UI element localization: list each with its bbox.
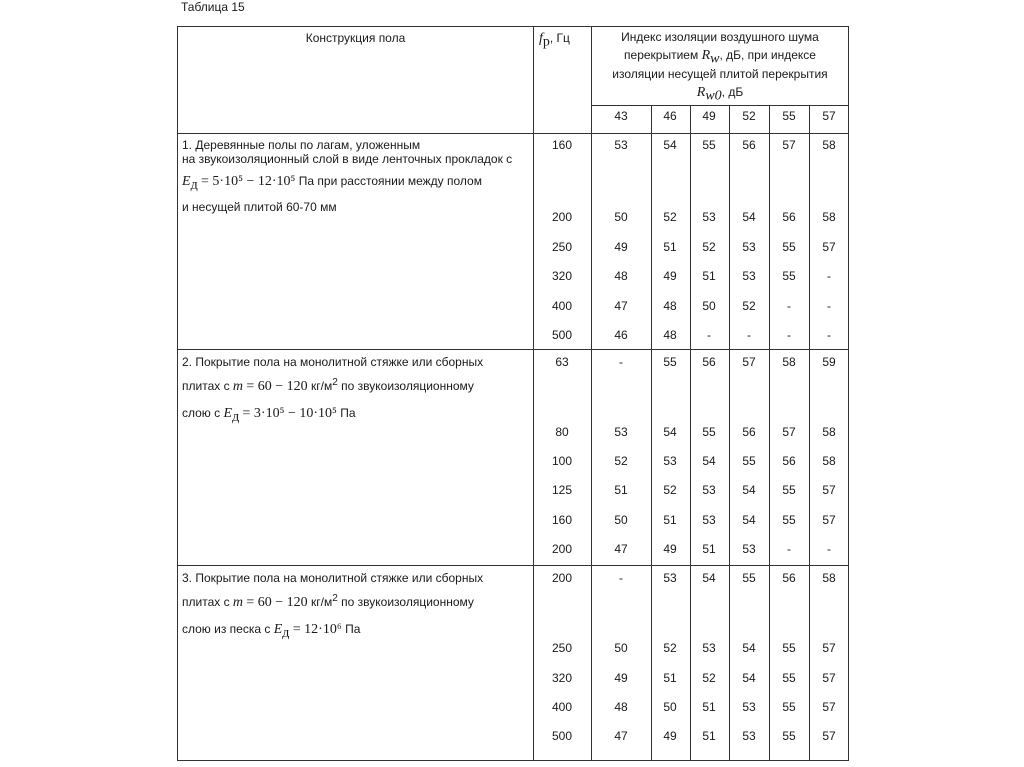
value-cell: 58 xyxy=(822,571,836,585)
value-cell: 53 xyxy=(742,729,756,743)
value-cell: - xyxy=(827,328,831,342)
base-index-header: 46 xyxy=(663,109,677,123)
value-cell: 57 xyxy=(822,700,836,714)
header-index-line3: изоляции несущей плитой перекрытия xyxy=(612,67,828,81)
value-cell: 57 xyxy=(742,355,756,369)
value-cell: 47 xyxy=(614,299,628,313)
value-cell: 54 xyxy=(742,641,756,655)
value-cell: 54 xyxy=(663,425,677,439)
value-cell: 52 xyxy=(702,671,716,685)
value-cell: 52 xyxy=(742,299,756,313)
formula: = 60 − 120 xyxy=(246,595,308,610)
formula: = 60 − 120 xyxy=(246,379,308,394)
value-cell: 57 xyxy=(782,138,796,152)
frequency-cell: 160 xyxy=(551,138,573,152)
value-cell: 53 xyxy=(663,454,677,468)
section1-line1: 1. Деревянные полы по лагам, уложенным xyxy=(182,138,421,152)
col-divider xyxy=(533,27,534,760)
frequency-cell: 400 xyxy=(551,299,573,313)
frequency-cell: 250 xyxy=(551,641,573,655)
value-cell: 55 xyxy=(782,483,796,497)
value-cell: 48 xyxy=(614,269,628,283)
frequency-cell: 500 xyxy=(551,328,573,342)
frequency-cell: 320 xyxy=(551,269,573,283)
value-cell: 51 xyxy=(702,269,716,283)
value-cell: 58 xyxy=(782,355,796,369)
frequency-cell: 160 xyxy=(551,513,573,527)
e-subscript: д xyxy=(232,409,240,425)
value-cell: 50 xyxy=(614,513,628,527)
value-cell: 55 xyxy=(782,269,796,283)
section2-line3 xyxy=(182,406,356,425)
m-symbol: m xyxy=(232,595,244,610)
header-text: , дБ xyxy=(721,85,744,99)
value-cell: - xyxy=(827,542,831,556)
value-cell: 53 xyxy=(702,513,716,527)
value-cell: 49 xyxy=(614,240,628,254)
value-cell: 51 xyxy=(663,240,677,254)
frequency-cell: 100 xyxy=(551,454,573,468)
value-cell: 47 xyxy=(614,542,628,556)
value-cell: 52 xyxy=(663,641,677,655)
e-subscript: д xyxy=(282,625,290,641)
section3-line1: 3. Покрытие пола на монолитной стяжке или сборных xyxy=(182,571,484,585)
m-symbol: m xyxy=(232,379,244,394)
section1-line4: и несущей плитой 60-70 мм xyxy=(182,200,337,214)
freq-subscript: р xyxy=(542,34,550,50)
value-cell: 52 xyxy=(702,240,716,254)
formula: = 12·10⁶ xyxy=(292,622,342,637)
value-cell: 53 xyxy=(742,240,756,254)
value-cell: 51 xyxy=(663,513,677,527)
frequency-cell: 125 xyxy=(551,483,573,497)
value-cell: 58 xyxy=(822,138,836,152)
desc-text: Па при расстоянии между полом xyxy=(298,174,482,188)
value-cell: - xyxy=(619,571,623,585)
value-cell: 56 xyxy=(702,355,716,369)
desc-text: по звукоизоляционному xyxy=(341,595,474,609)
value-cell: 53 xyxy=(702,210,716,224)
value-cell: 55 xyxy=(742,571,756,585)
section3-line3 xyxy=(182,622,361,641)
e-symbol: E xyxy=(182,174,191,189)
col-divider xyxy=(591,27,592,760)
row-divider xyxy=(178,349,848,350)
frequency-cell: 200 xyxy=(551,571,573,585)
table-caption: Таблица 15 xyxy=(181,0,245,14)
value-cell: 53 xyxy=(614,425,628,439)
value-cell: 56 xyxy=(742,425,756,439)
frequency-cell: 200 xyxy=(551,210,573,224)
value-cell: 49 xyxy=(663,729,677,743)
frequency-cell: 63 xyxy=(555,355,569,369)
value-cell: 53 xyxy=(702,641,716,655)
freq-unit: , Гц xyxy=(549,31,570,45)
header-index-line2 xyxy=(591,48,849,67)
value-cell: - xyxy=(787,299,791,313)
value-cell: 56 xyxy=(782,571,796,585)
frequency-cell: 400 xyxy=(551,700,573,714)
value-cell: 53 xyxy=(614,138,628,152)
value-cell: 54 xyxy=(702,454,716,468)
value-cell: 57 xyxy=(822,513,836,527)
value-cell: 53 xyxy=(742,269,756,283)
value-cell: 57 xyxy=(822,729,836,743)
desc-text: плитах с xyxy=(182,595,230,609)
value-cell: 50 xyxy=(702,299,716,313)
value-cell: 54 xyxy=(742,210,756,224)
value-cell: 54 xyxy=(742,671,756,685)
unit: Па xyxy=(345,622,361,636)
value-cell: 59 xyxy=(822,355,836,369)
rw-subscript: w xyxy=(710,51,720,67)
value-cell: - xyxy=(787,328,791,342)
value-cell: - xyxy=(787,542,791,556)
formula: = 3·10⁵ − 10·10⁵ xyxy=(242,406,337,421)
value-cell: 55 xyxy=(782,513,796,527)
value-cell: 48 xyxy=(663,299,677,313)
value-cell: 57 xyxy=(822,240,836,254)
unit: кг/м xyxy=(311,595,333,609)
e-symbol: E xyxy=(273,622,283,637)
value-cell: - xyxy=(827,269,831,283)
value-cell: 55 xyxy=(782,700,796,714)
unit: кг/м xyxy=(311,379,333,393)
freq-symbol: f xyxy=(539,31,543,46)
section3-line2 xyxy=(182,595,474,610)
frequency-cell: 320 xyxy=(551,671,573,685)
value-cell: - xyxy=(707,328,711,342)
value-cell: 56 xyxy=(782,454,796,468)
value-cell: 49 xyxy=(614,671,628,685)
value-cell: 50 xyxy=(614,210,628,224)
row-divider xyxy=(178,565,848,566)
frequency-cell: 80 xyxy=(555,425,569,439)
unit: Па xyxy=(340,406,356,420)
unit-power: 2 xyxy=(332,593,338,604)
rw0-subscript: w0 xyxy=(705,88,722,104)
value-cell: 51 xyxy=(614,483,628,497)
desc-text: слою из песка с xyxy=(182,622,271,636)
value-cell: 57 xyxy=(782,425,796,439)
value-cell: 48 xyxy=(663,328,677,342)
value-cell: 51 xyxy=(702,700,716,714)
frequency-cell: 500 xyxy=(551,729,573,743)
desc-text: плитах с xyxy=(182,379,230,393)
unit-power: 2 xyxy=(332,377,338,388)
value-cell: 51 xyxy=(663,671,677,685)
desc-text: по звукоизоляционному xyxy=(341,379,474,393)
value-cell: 57 xyxy=(822,483,836,497)
header-frequency xyxy=(539,31,570,50)
formula: = 5·10⁵ − 12·10⁵ xyxy=(201,174,296,189)
value-cell: 50 xyxy=(614,641,628,655)
value-cell: 52 xyxy=(663,483,677,497)
value-cell: 49 xyxy=(663,542,677,556)
value-cell: 55 xyxy=(702,138,716,152)
section2-line1: 2. Покрытие пола на монолитной стяжке или сборных xyxy=(182,355,484,369)
value-cell: 55 xyxy=(782,641,796,655)
base-index-header: 49 xyxy=(702,109,716,123)
frequency-cell: 250 xyxy=(551,240,573,254)
value-cell: 52 xyxy=(614,454,628,468)
value-cell: 51 xyxy=(702,542,716,556)
value-cell: - xyxy=(747,328,751,342)
value-cell: 58 xyxy=(822,210,836,224)
value-cell: 46 xyxy=(614,328,628,342)
base-index-header: 52 xyxy=(742,109,756,123)
section1-line3 xyxy=(182,174,482,193)
row-divider xyxy=(178,133,848,134)
value-cell: 55 xyxy=(782,671,796,685)
value-cell: 49 xyxy=(663,269,677,283)
value-cell: 54 xyxy=(742,483,756,497)
header-index-line1: Индекс изоляции воздушного шума xyxy=(621,30,819,44)
value-cell: 53 xyxy=(742,700,756,714)
value-cell: 54 xyxy=(663,138,677,152)
value-cell: 54 xyxy=(742,513,756,527)
frequency-cell: 200 xyxy=(551,542,573,556)
value-cell: - xyxy=(619,355,623,369)
insulation-table xyxy=(177,26,849,761)
base-index-header: 57 xyxy=(822,109,836,123)
e-symbol: E xyxy=(223,406,233,421)
section2-line2 xyxy=(182,379,474,394)
header-index-line4 xyxy=(591,85,849,104)
value-cell: 55 xyxy=(782,240,796,254)
value-cell: 55 xyxy=(742,454,756,468)
value-cell: 55 xyxy=(782,729,796,743)
row-divider xyxy=(591,105,848,106)
value-cell: 54 xyxy=(702,571,716,585)
value-cell: 53 xyxy=(742,542,756,556)
header-construction: Конструкция пола xyxy=(305,31,406,45)
value-cell: 57 xyxy=(822,641,836,655)
base-index-header: 55 xyxy=(782,109,796,123)
rw-symbol: R xyxy=(701,48,711,63)
header-text: перекрытием xyxy=(624,48,699,62)
base-index-header: 43 xyxy=(614,109,628,123)
value-cell: 58 xyxy=(822,454,836,468)
value-cell: 56 xyxy=(782,210,796,224)
value-cell: 56 xyxy=(742,138,756,152)
value-cell: 53 xyxy=(702,483,716,497)
value-cell: 48 xyxy=(614,700,628,714)
value-cell: - xyxy=(827,299,831,313)
header-text: , дБ, при индексе xyxy=(719,48,816,62)
value-cell: 57 xyxy=(822,671,836,685)
rw0-symbol: R xyxy=(696,85,706,100)
desc-text: слою с xyxy=(182,406,221,420)
value-cell: 52 xyxy=(663,210,677,224)
value-cell: 47 xyxy=(614,729,628,743)
value-cell: 58 xyxy=(822,425,836,439)
value-cell: 51 xyxy=(702,729,716,743)
section1-line2: на звукоизоляционный слой в виде ленточных прокладок с xyxy=(182,152,513,166)
value-cell: 50 xyxy=(663,700,677,714)
value-cell: 55 xyxy=(702,425,716,439)
e-subscript: д xyxy=(190,177,198,193)
value-cell: 55 xyxy=(663,355,677,369)
value-cell: 53 xyxy=(663,571,677,585)
